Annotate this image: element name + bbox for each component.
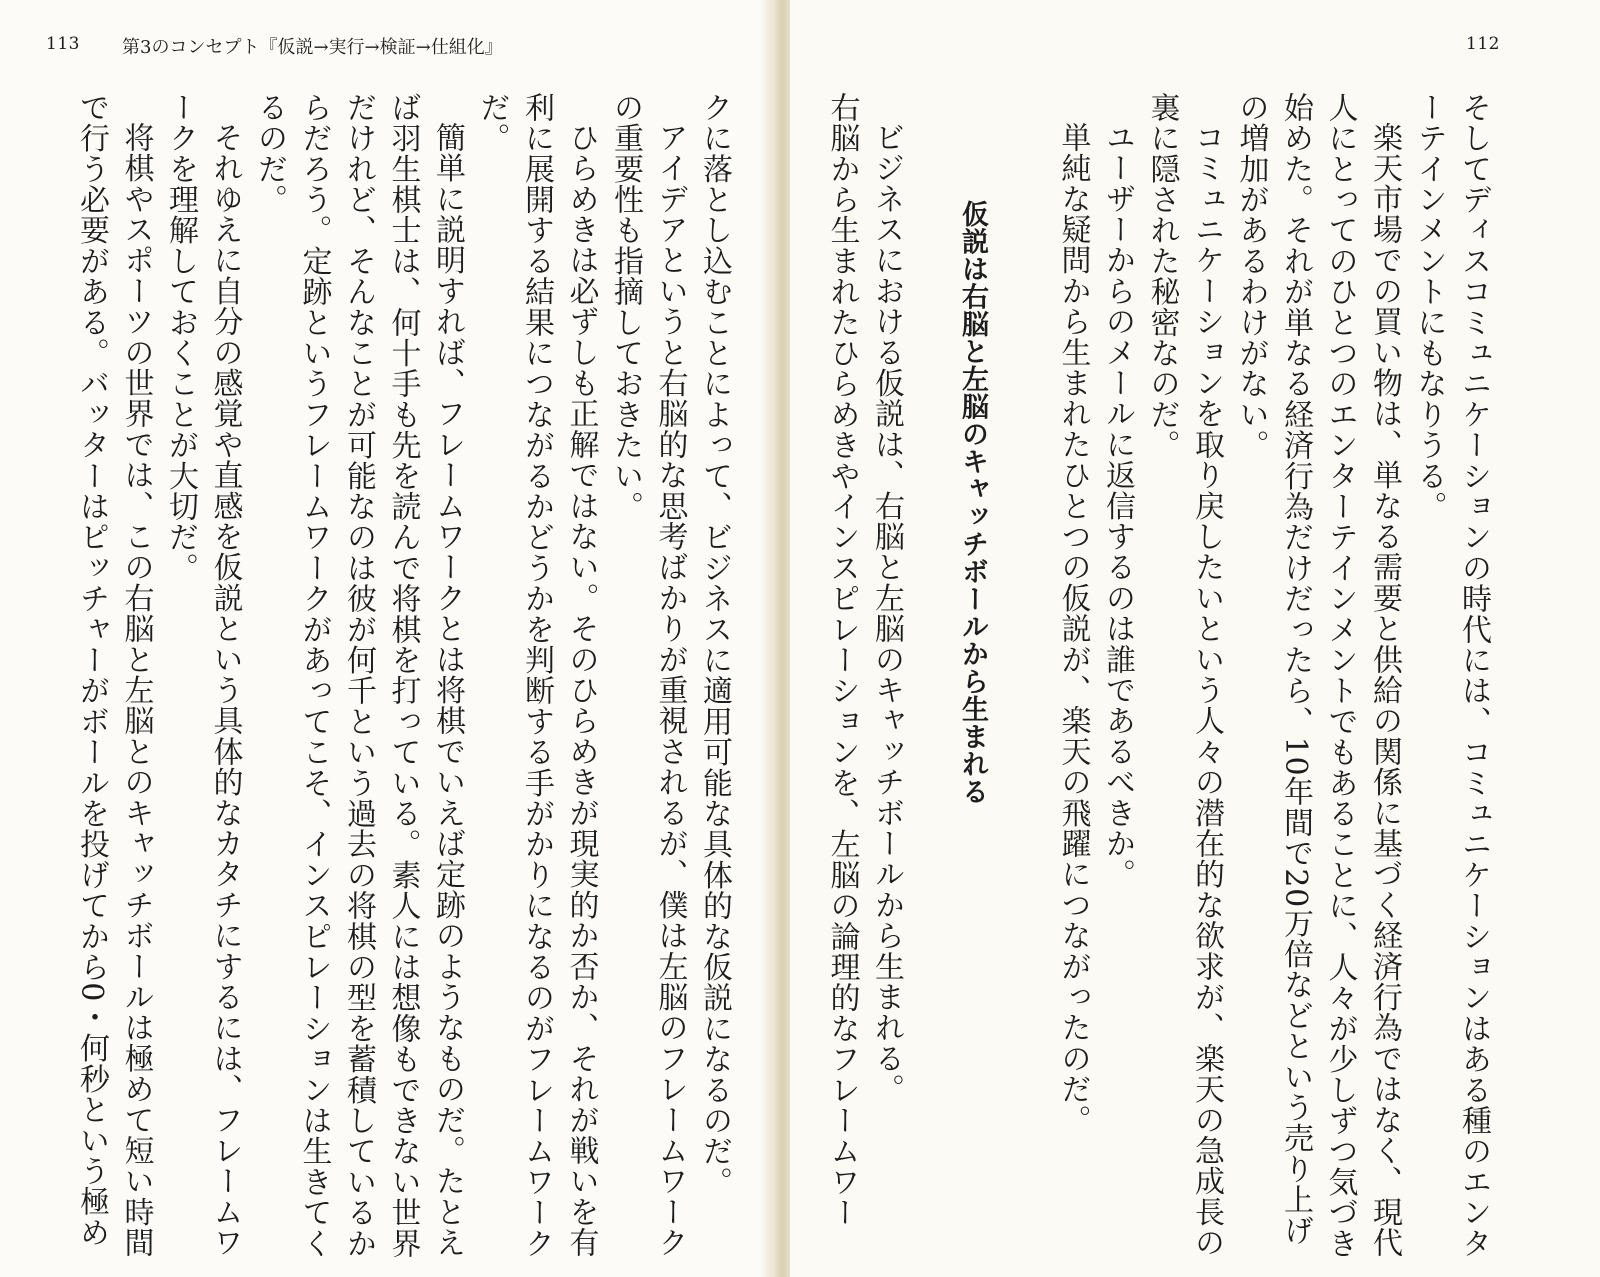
paragraph: そしてディスコミュニケーションの時代には、コミュニケーションはある種のエンターテインメントにもなりうる。 (1411, 92, 1491, 1259)
page-number-left: 113 (46, 34, 80, 54)
paragraph: 簡単に説明すれば、フレームワークとは将棋でいえば定跡のようなものだ。たとえば羽生棋士は、何十手も先を読んで将棋を打っている。素人には想像もできない世界だけれど、そんなことが可能なのは彼が何千という過去の将棋の型を蓄積しているからだろう。定跡というフレームワークがあってこそ、インスピレーションは生きてくるのだ。 (252, 92, 465, 1259)
left-body-text (46, 92, 736, 1272)
paragraph: アイデアというと右脳的な思考ばかりが重視されるが、僕は左脳のフレームワークの重要性も指摘しておきたい。 (608, 92, 688, 1258)
paragraph: ユーザーからのメールに返信するのは誰であるべきか。 (1100, 122, 1135, 890)
paragraph: 将棋やスポーツの世界では、この右脳と左脳とのキャッチボールは極めて短い時間で行う必要がある。バッターはピッチャーがボールを投げてから0・何秒という極め (74, 92, 154, 1258)
right-page (790, 0, 1600, 1277)
paragraph: 右脳から生まれたひらめきやインスピレーションを、左脳の論理的なフレームワー (824, 92, 860, 1228)
paragraph: それゆえに自分の感覚や直感を仮説という具体的なカタチにするには、フレームワークを理解しておくことが大切だ。 (163, 92, 243, 1258)
right-body-text-top (1055, 92, 1495, 1272)
paragraph: 単純な疑問から生まれたひとつの仮説が、楽天の飛躍につながったのだ。 (1055, 122, 1091, 1136)
paragraph: ビジネスにおける仮説は、右脳と左脳のキャッチボールから生まれる。 (869, 122, 904, 1105)
running-title: 第3のコンセプト『仮説→実行→検証→仕組化』 (122, 37, 503, 58)
left-page (0, 0, 780, 1277)
page-number-right: 112 (1466, 34, 1500, 54)
paragraph: ひらめきは必ずしも正解ではない。そのひらめきが現実的か否か、それが戦いを有利に展開する結果につながるかどうかを判断する手がかりになるのがフレームワークだ。 (474, 92, 599, 1259)
paragraph: 楽天市場での買い物は、単なる需要と供給の関係に基づく経済行為ではなく、現代人にとってのひとつのエンターテインメントでもあることに、人々が少しずつ気づき始めた。それが単なる経済行為だけだったら、10年間で20万倍などという売り上げの増加があるわけがない。 (1233, 92, 1402, 1259)
paragraph: コミュニケーションを取り戻したいという人々の潜在的な欲求が、楽天の急成長の裏に隠された秘密なのだ。 (1144, 92, 1224, 1258)
section-heading: 仮説は右脳と左脳のキャッチボールから生まれる (957, 200, 988, 805)
right-body-text-bottom (810, 92, 908, 1272)
paragraph: クに落とし込むことによって、ビジネスに適用可能な具体的な仮説になるのだ。 (697, 92, 732, 1198)
